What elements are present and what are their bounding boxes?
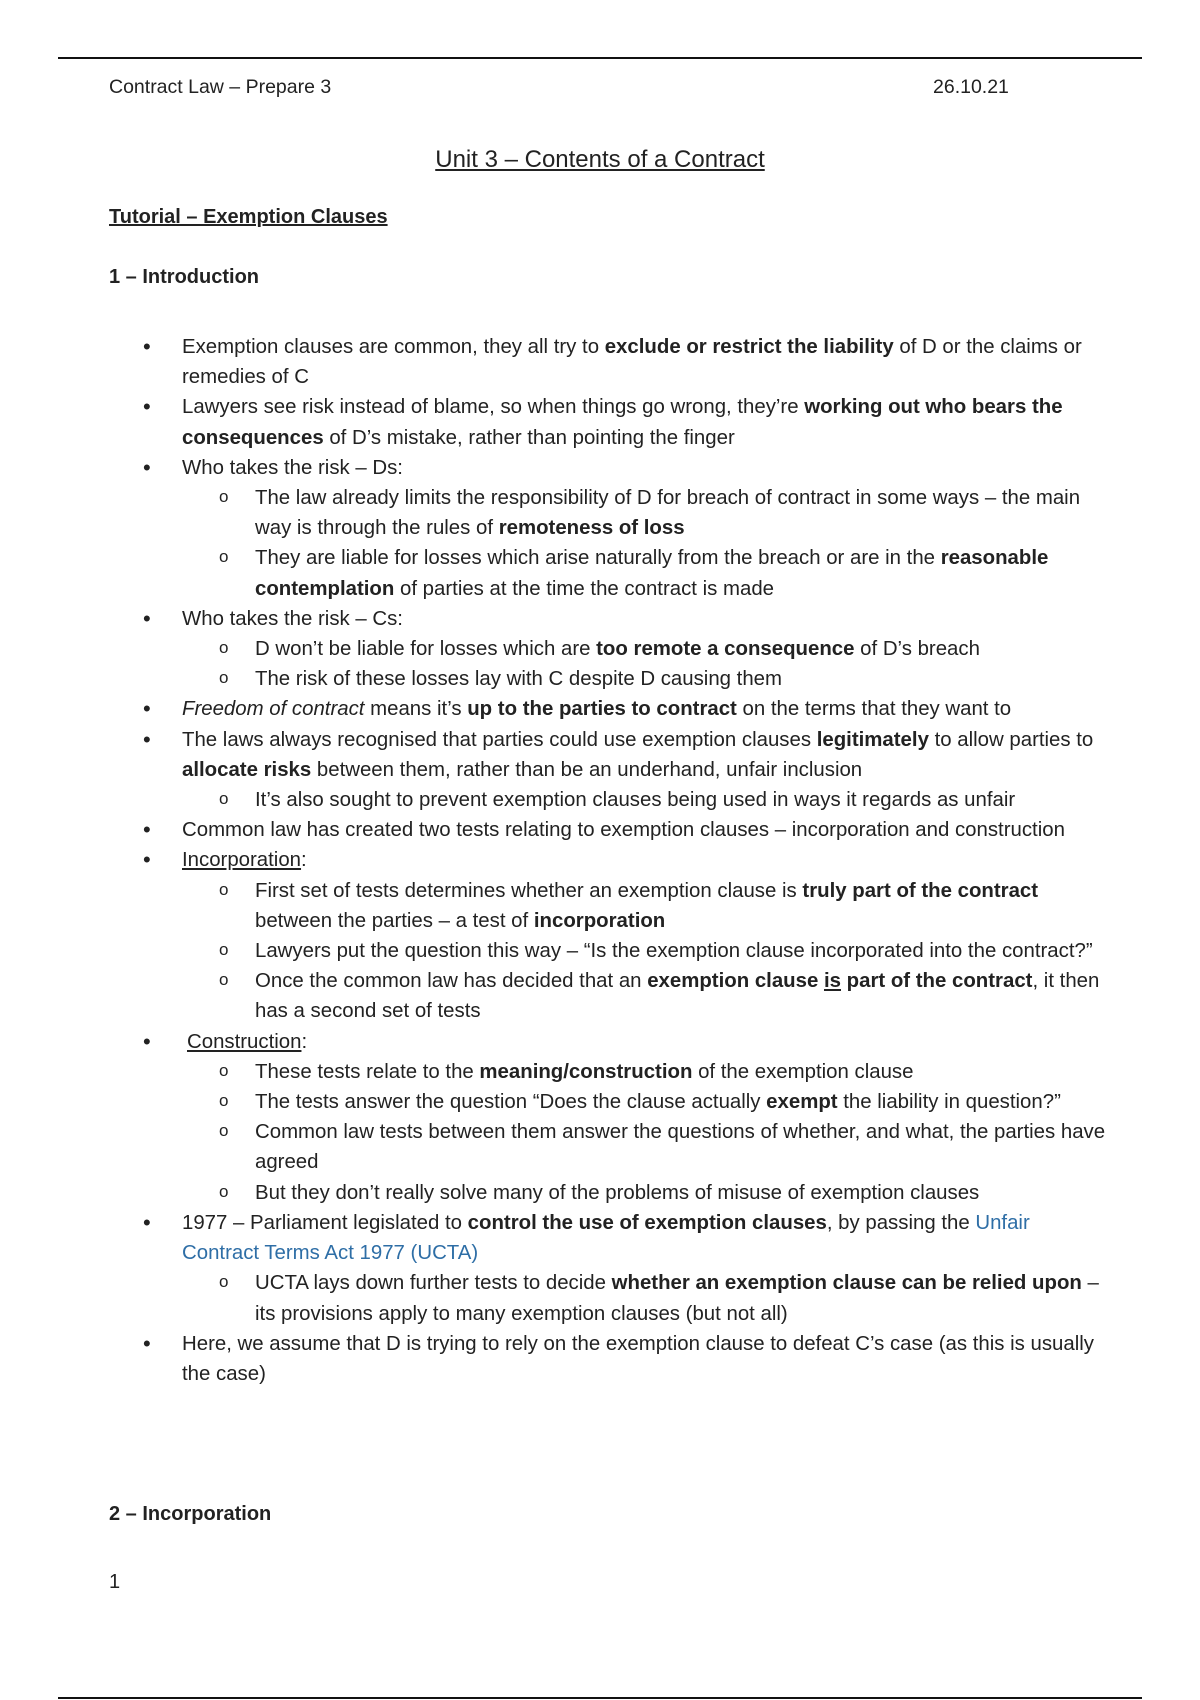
sub-bullet-item: o UCTA lays down further tests to decide whether an exemption clause can be relied upon – its provisions apply to many exemption clauses (but not all) — [109, 1268, 1109, 1328]
section-heading-incorporation: 2 – Incorporation — [109, 1503, 272, 1525]
bullet-item: • Freedom of contract means it’s up to the parties to contract on the terms that they want to — [109, 694, 1109, 724]
bullet-item: • The laws always recognised that parties could use exemption clauses legitimately to allow parties to allocate risks between them, rather than be an underhand, unfair inclusion — [109, 725, 1109, 785]
document-title: Unit 3 – Contents of a Contract — [435, 146, 765, 173]
sub-bullet-item: o Lawyers put the question this way – “Is the exemption clause incorporated into the contract?” — [109, 936, 1109, 966]
sub-bullet-item: o The law already limits the responsibility of D for breach of contract in some ways – the main way is through the rules of remoteness of loss — [109, 483, 1109, 543]
section-heading-introduction: 1 – Introduction — [109, 266, 259, 288]
bullet-item: • Lawyers see risk instead of blame, so when things go wrong, they’re working out who bears the consequences of D’s mistake, rather than pointing the finger — [109, 392, 1109, 452]
top-rule — [58, 57, 1142, 59]
bottom-rule — [58, 1697, 1142, 1699]
sub-bullet-item: o They are liable for losses which arise naturally from the breach or are in the reasonable contemplation of parties at the time the contract is made — [109, 543, 1109, 603]
bullet-item: • 1977 – Parliament legislated to control the use of exemption clauses, by passing the Unfair Contract Terms Act 1977 (UCTA) — [109, 1208, 1109, 1268]
sub-bullet-item: o First set of tests determines whether an exemption clause is truly part of the contract between the parties – a test of incorporation — [109, 876, 1109, 936]
bullet-item: • Here, we assume that D is trying to rely on the exemption clause to defeat C’s case (as this is usually the case) — [109, 1329, 1109, 1389]
bullet-list — [109, 332, 1109, 1389]
ucta-link[interactable]: Unfair Contract Terms Act 1977 (UCTA) — [182, 1211, 1030, 1265]
bullet-item: • Who takes the risk – Cs: — [109, 604, 1109, 634]
sub-bullet-item: o These tests relate to the meaning/construction of the exemption clause — [109, 1057, 1109, 1087]
sub-bullet-item: o But they don’t really solve many of the problems of misuse of exemption clauses — [109, 1178, 1109, 1208]
sub-bullet-item: o Common law tests between them answer the questions of whether, and what, the parties have agreed — [109, 1117, 1109, 1177]
bullet-item: • Incorporation: — [109, 845, 1109, 875]
sub-bullet-item: o Once the common law has decided that an exemption clause is part of the contract, it then has a second set of tests — [109, 966, 1109, 1026]
bullet-item: • Exemption clauses are common, they all try to exclude or restrict the liability of D or the claims or remedies of C — [109, 332, 1109, 392]
sub-bullet-item: o The risk of these losses lay with C despite D causing them — [109, 664, 1109, 694]
tutorial-heading: Tutorial – Exemption Clauses — [109, 206, 388, 228]
bullet-item: • Common law has created two tests relating to exemption clauses – incorporation and construction — [109, 815, 1109, 845]
sub-bullet-item: o It’s also sought to prevent exemption clauses being used in ways it regards as unfair — [109, 785, 1109, 815]
header-course-title: Contract Law – Prepare 3 — [109, 76, 332, 98]
sub-bullet-item: o D won’t be liable for losses which are too remote a consequence of D’s breach — [109, 634, 1109, 664]
header-date: 26.10.21 — [933, 76, 1009, 98]
bullet-item: • Who takes the risk – Ds: — [109, 453, 1109, 483]
bullet-item: • Construction: — [109, 1027, 1109, 1057]
page-number: 1 — [109, 1571, 121, 1593]
sub-bullet-item: o The tests answer the question “Does the clause actually exempt the liability in question?” — [109, 1087, 1109, 1117]
